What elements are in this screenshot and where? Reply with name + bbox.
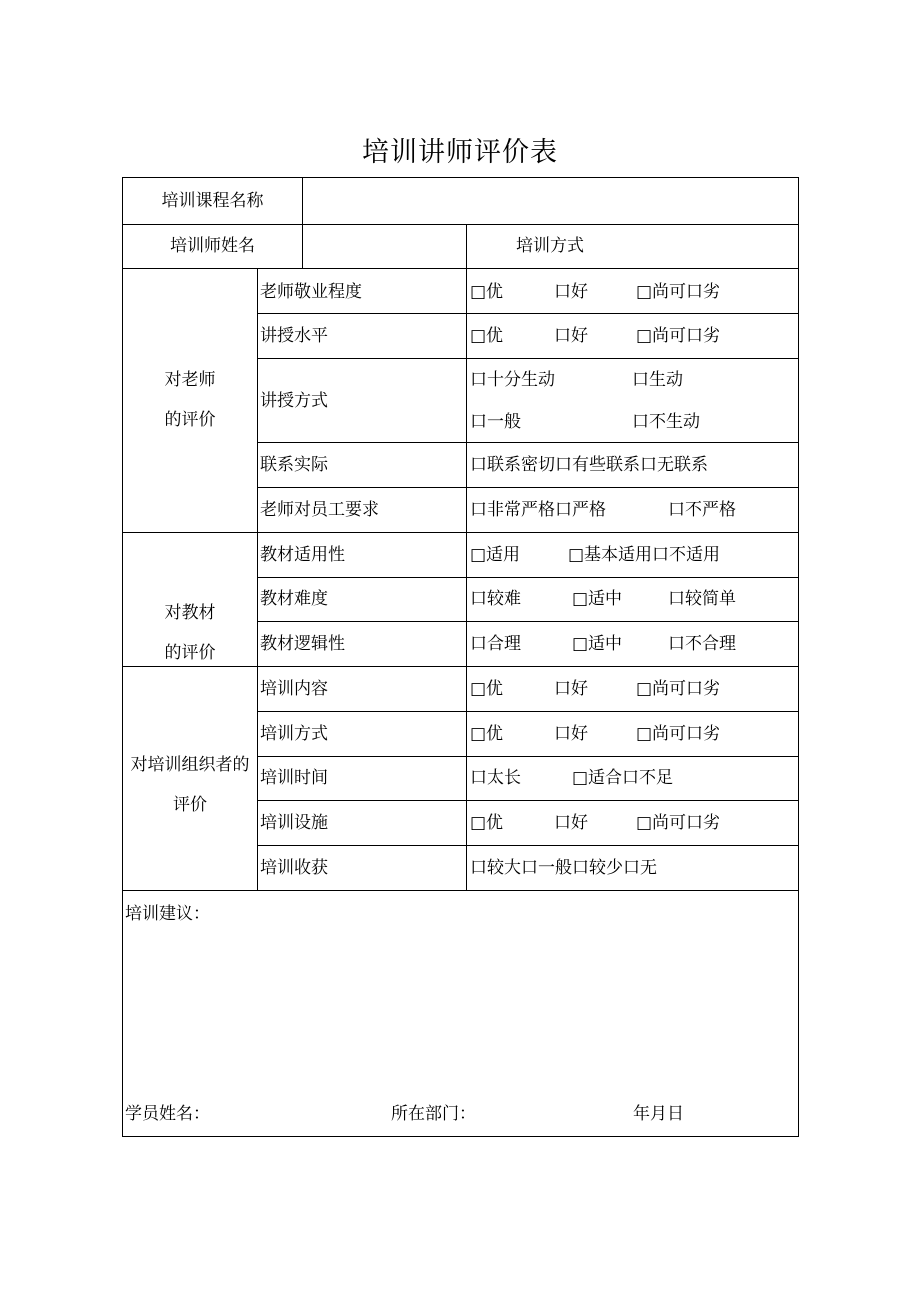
row-label: 培训设施 [260,813,328,833]
divider [257,756,798,757]
divider [257,487,798,488]
option-checkbox[interactable]: □适用 [470,545,521,565]
option-checkbox[interactable]: □基本适用口不适用 [568,545,721,565]
option-checkbox[interactable]: □适中 [572,634,623,654]
option-checkbox[interactable]: 口联系密切口有些联系口无联系 [470,455,708,475]
option-checkbox[interactable]: 口不合理 [668,634,736,654]
row-label: 培训收获 [260,858,328,878]
option-checkbox[interactable]: 口太长 [470,768,521,788]
date-label: 年月日 [633,1104,684,1124]
option-checkbox[interactable]: 口较难 [470,589,521,609]
option-checkbox[interactable]: 口好 [554,282,588,302]
option-checkbox[interactable]: □尚可口劣 [636,724,721,744]
divider [123,532,798,533]
option-checkbox[interactable]: 口合理 [470,634,521,654]
option-checkbox[interactable]: □尚可口劣 [636,813,721,833]
section-title-line: 对老师 [164,370,216,390]
option-checkbox[interactable]: 口十分生动 [470,370,555,390]
option-checkbox[interactable]: □尚可口劣 [636,282,721,302]
department-label: 所在部门： [391,1104,476,1124]
option-checkbox[interactable]: 口非常严格口严格 [470,500,606,520]
divider [257,711,798,712]
suggestion-label: 培训建议： [125,904,210,924]
option-checkbox[interactable]: 口好 [554,679,588,699]
option-checkbox[interactable]: □优 [470,326,504,346]
option-checkbox[interactable]: □优 [470,679,504,699]
row-label: 教材适用性 [260,545,345,565]
section-title-line: 的评价 [164,643,216,663]
divider [257,442,798,443]
section-organizer-title [123,745,257,825]
course-name-label: 培训课程名称 [161,191,264,211]
option-checkbox[interactable]: □适中 [572,589,623,609]
row-label: 培训时间 [260,768,328,788]
row-label: 讲授方式 [260,391,328,411]
row-label: 培训内容 [260,679,328,699]
training-method-label: 培训方式 [516,236,584,256]
option-checkbox[interactable]: 口不严格 [668,500,736,520]
row-label: 老师对员工要求 [260,500,379,520]
row-label: 联系实际 [260,455,328,475]
option-checkbox[interactable]: □优 [470,282,504,302]
option-checkbox[interactable]: □尚可口劣 [636,679,721,699]
trainer-name-label: 培训师姓名 [170,236,255,256]
option-checkbox[interactable]: □优 [470,813,504,833]
option-checkbox[interactable]: □适合口不足 [572,768,674,788]
section-title-line: 的评价 [164,410,216,430]
option-checkbox[interactable]: 口一般 [470,412,521,432]
divider [123,268,798,269]
evaluation-table [122,177,799,1137]
divider [257,845,798,846]
divider [257,621,798,622]
option-checkbox[interactable]: 口好 [554,326,588,346]
option-checkbox[interactable]: □尚可口劣 [636,326,721,346]
divider [466,268,467,890]
section-title-line: 评价 [173,795,207,815]
row-label: 教材难度 [260,589,328,609]
option-checkbox[interactable]: 口好 [554,724,588,744]
option-checkbox[interactable]: 口较简单 [668,589,736,609]
student-name-label: 学员姓名： [125,1104,210,1124]
divider [123,890,798,891]
divider [257,313,798,314]
row-label: 培训方式 [260,724,328,744]
option-checkbox[interactable]: 口不生动 [632,412,700,432]
divider [257,800,798,801]
divider [123,224,798,225]
option-checkbox[interactable]: 口好 [554,813,588,833]
divider [257,268,258,890]
section-title-line: 对培训组织者的 [130,755,250,775]
row-label: 讲授水平 [260,326,328,346]
option-checkbox[interactable]: □优 [470,724,504,744]
divider [257,577,798,578]
section-teacher-title [123,360,257,440]
section-material-title [123,593,257,673]
page-title: 培训讲师评价表 [362,137,558,168]
option-checkbox[interactable]: 口生动 [632,370,683,390]
option-checkbox[interactable]: 口较大口一般口较少口无 [470,858,657,878]
row-label: 教材逻辑性 [260,634,345,654]
divider [302,178,303,268]
section-title-line: 对教材 [164,603,216,623]
row-label: 老师敬业程度 [260,282,362,302]
divider [257,358,798,359]
